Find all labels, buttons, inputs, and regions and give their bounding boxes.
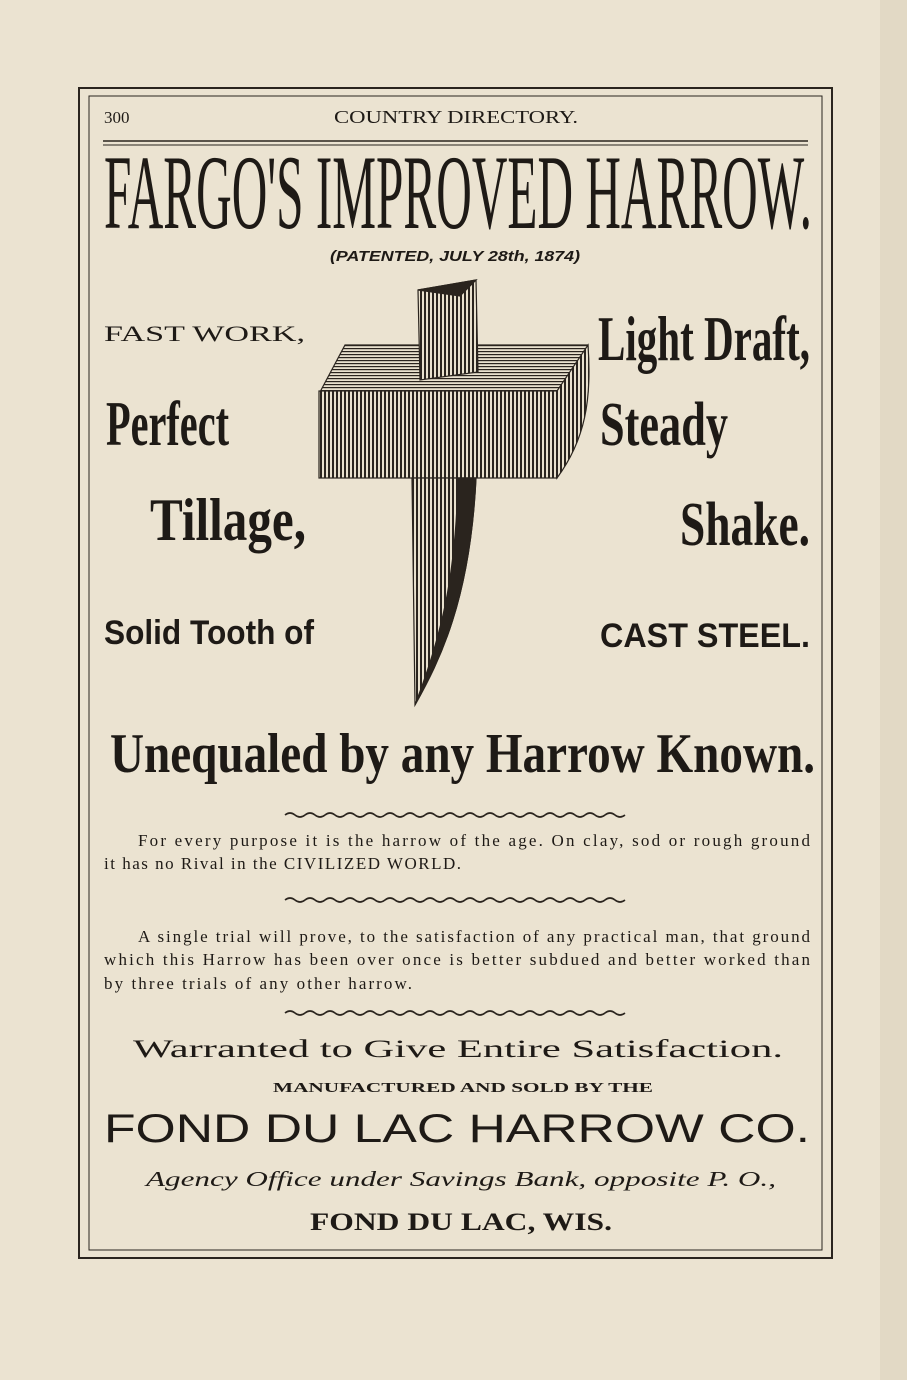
feature-tillage: Tillage, — [150, 487, 306, 553]
paragraph-1-line: For every purpose it is the harrow of the age. On clay, sod or rough ground — [138, 831, 810, 850]
feature-solid-tooth: Solid Tooth of — [104, 614, 315, 652]
paragraph-2-line: by three trials of any other harrow. — [104, 974, 413, 993]
paragraph-2-line: A single trial will prove, to the satisfaction of any practical man, that ground — [138, 927, 811, 946]
inner-border — [89, 96, 822, 1250]
feature-light-draft: Light Draft, — [598, 303, 810, 374]
agency-address: Agency Office under Savings Bank, opposite P. O., — [143, 1167, 777, 1191]
slogan: Unequaled by any Harrow Known. — [110, 723, 815, 785]
city-line: FOND DU LAC, WIS. — [310, 1209, 612, 1236]
wavy-rule — [285, 813, 625, 817]
paragraph-1-line: it has no Rival in the CIVILIZED WORLD. — [104, 854, 461, 873]
feature-shake: Shake. — [680, 491, 810, 559]
paragraph-2-line: which this Harrow has been over once is better subdued and better worked than — [104, 950, 810, 969]
warranty-line: Warranted to Give Entire Satisfaction. — [133, 1036, 783, 1063]
running-title: COUNTRY DIRECTORY. — [334, 107, 578, 127]
patent-date: (PATENTED, JULY 28th, 1874) — [330, 248, 581, 265]
company-name: FOND DU LAC HARROW CO. — [104, 1107, 810, 1151]
page-gutter — [880, 0, 907, 1380]
feature-fast-work: FAST WORK, — [104, 321, 305, 346]
harrow-tooth-illustration — [319, 280, 589, 705]
page-number: 300 — [104, 108, 130, 127]
wavy-rule — [285, 1011, 625, 1015]
feature-perfect: Perfect — [106, 388, 230, 459]
feature-steady: Steady — [600, 391, 728, 459]
manufactured-by: MANUFACTURED AND SOLD BY THE — [273, 1081, 653, 1096]
wavy-rule — [285, 898, 625, 902]
advert-title: FARGO'S IMPROVED HARROW. — [104, 134, 812, 251]
feature-cast-steel: CAST STEEL. — [600, 617, 810, 655]
